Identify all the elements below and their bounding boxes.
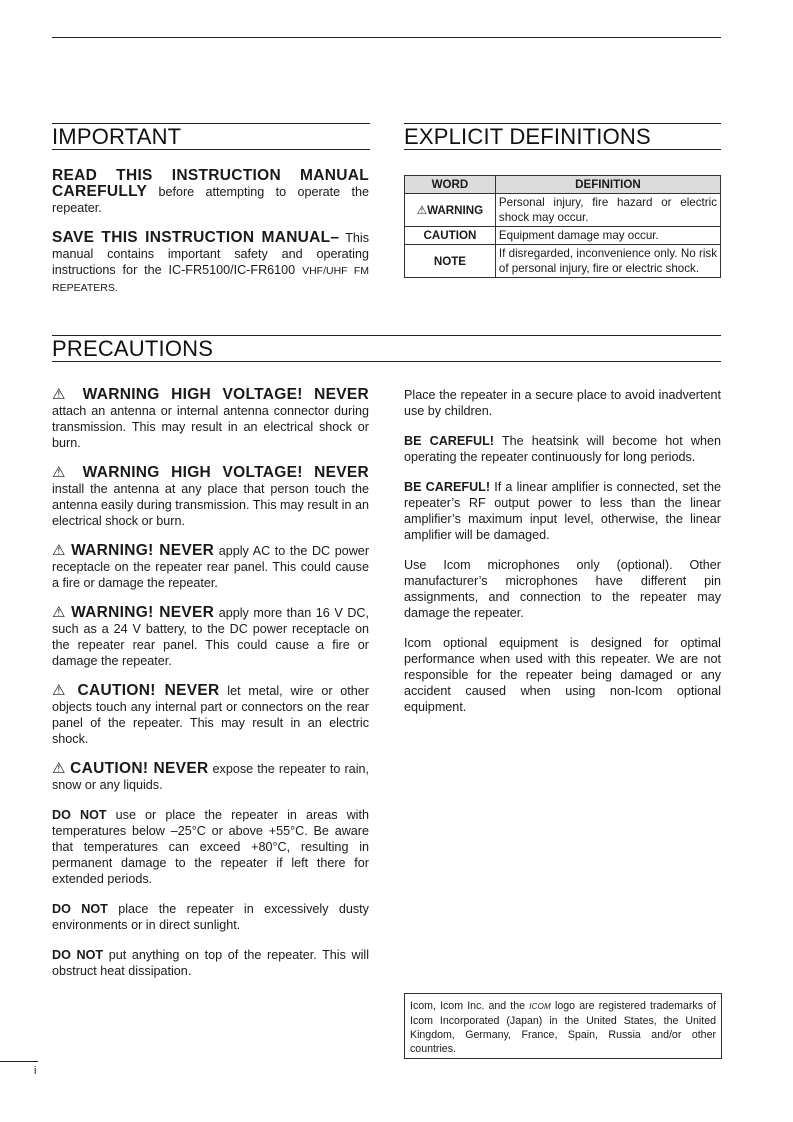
precaution-item: BE CAREFUL! The heatsink will become hot when operating the repeater continuously for long periods. (404, 434, 722, 464)
precautions-heading: PRECAUTIONS (52, 336, 214, 361)
precaution-item: Use Icom microphones only (optional). Other manufacturer’s microphones have different pin assignments, and connection to the repeater may damage the repeater. (404, 558, 721, 620)
page-number: i (34, 1065, 37, 1077)
precaution-item: ⚠ WARNING! NEVER apply AC to the DC power receptacle on the repeater rear panel. This could cause a fire or damage the repeater. (52, 542, 370, 590)
precaution-item: Place the repeater in a secure place to avoid inadvertent use by children. (404, 388, 721, 418)
precaution-item: ⚠ CAUTION! NEVER let metal, wire or other objects touch any internal part or connectors on the rear panel of the repeater. This may result in an electric shock. (52, 682, 369, 746)
definitions-table (404, 175, 721, 278)
precaution-item: ⚠ WARNING HIGH VOLTAGE! NEVER install the antenna at any place that person touch the antenna easily during transmission. This may result in an electrical shock or burn. (52, 464, 370, 528)
definition-cell: Personal injury, fire hazard or electric shock may occur. (495, 194, 720, 227)
warning-icon: ⚠ (52, 682, 70, 699)
precaution-item: DO NOT use or place the repeater in areas with temperatures below –25°C or above +55°C. Be aware that temperatures can exceed +80°C, resulting in permanent damage to the repeater if left there for extended periods. (52, 808, 369, 886)
explicit-definitions-heading: EXPLICIT DEFINITIONS (404, 124, 651, 149)
table-row (405, 245, 721, 278)
important-heading-bottom-rule (52, 149, 370, 150)
footer-rule (0, 1061, 38, 1062)
warning-icon: ⚠ (52, 386, 73, 403)
precaution-item: BE CAREFUL! If a linear amplifier is connected, set the repeater’s RF output power to less than the linear amplifier’s maximum input level, otherwise, the linear amplifier will be damaged. (404, 480, 721, 542)
top-rule (52, 37, 721, 38)
read-manual-bold: READ THIS INSTRUCTION MANUAL CAREFULLY (52, 167, 369, 200)
precaution-item: ⚠ WARNING! NEVER apply more than 16 V DC, such as a 24 V battery, to the DC power receptacle on the repeater rear panel. This could cause a fire or damage the repeater. (52, 604, 370, 668)
trademark-notice: Icom, Icom Inc. and the ICOM logo are registered trademarks of Icom Incorporated (Japan) in the United States, the United Kingdom, Germany, France, Spain, Russia and/or other countries. (404, 993, 722, 1059)
precaution-item: DO NOT put anything on top of the repeater. This will obstruct heat dissipation. (52, 948, 369, 978)
table-row (405, 194, 721, 227)
important-heading: IMPORTANT (52, 124, 182, 149)
precaution-item: ⚠ CAUTION! NEVER expose the repeater to rain, snow or any liquids. (52, 760, 369, 792)
explicit-heading-bottom-rule (404, 149, 721, 150)
definition-cell: If disregarded, inconvenience only. No risk of personal injury, fire or electric shock. (495, 245, 720, 278)
important-save-paragraph: SAVE THIS INSTRUCTION MANUAL– This manual contains important safety and operating instructions for the IC-FR5100/IC-FR6100 VHF/UHF FM REPEATERS. (52, 229, 370, 294)
important-read-paragraph: READ THIS INSTRUCTION MANUAL CAREFULLY before attempting to operate the repeater. (52, 167, 369, 215)
precaution-item: Icom optional equipment is designed for optimal performance when used with this repeater. We are not responsible for the repeater being damaged or any accident caused when using non-Icom optional equipment. (404, 636, 721, 714)
precautions-bottom-rule (52, 361, 721, 362)
word-cell: CAUTION (405, 227, 496, 245)
precautions-left-column (52, 387, 369, 993)
save-manual-bold: SAVE THIS INSTRUCTION MANUAL– (52, 229, 340, 246)
precaution-item: ⚠ WARNING HIGH VOLTAGE! NEVER attach an antenna or internal antenna connector during transmission. This may result in an electrical shock or burn. (52, 386, 370, 450)
important-section (52, 168, 369, 310)
word-column-header: WORD (405, 176, 496, 194)
warning-icon: ⚠ (52, 604, 67, 621)
word-cell: NOTE (405, 245, 496, 278)
warning-icon: ⚠ (52, 464, 73, 481)
definition-column-header: DEFINITION (495, 176, 720, 194)
table-row (405, 227, 721, 245)
warning-icon: ⚠ (52, 760, 67, 777)
precautions-right-column (404, 387, 721, 729)
word-cell: ⚠WARNING (405, 194, 496, 227)
definitions-header-row (405, 176, 721, 194)
definition-cell: Equipment damage may occur. (495, 227, 720, 245)
warning-icon: ⚠ (52, 542, 67, 559)
explicit-heading-top-rule (404, 123, 721, 124)
precaution-item: DO NOT place the repeater in excessively dusty environments or in direct sunlight. (52, 902, 369, 932)
icom-logo: ICOM (529, 1002, 551, 1011)
important-heading-top-rule (52, 123, 370, 124)
